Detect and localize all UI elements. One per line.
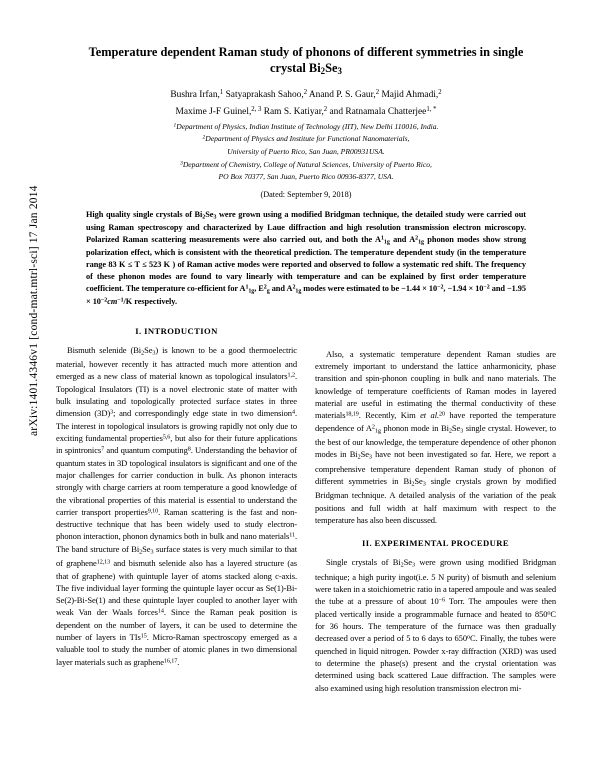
right-column-spacer: [315, 322, 556, 348]
paper-content: [56, 44, 556, 694]
intro-paragraph-2: Also, a systematic temperature dependent Raman studies are extremely important to understand the lattice anharmonicity, phase transition and spin-phonon coupling in bulk and nano materials. The knowledge of temperature coefficients of Raman modes in layered material are useful in estimating the thermal conductivity of these materials$^{18,19}$. Recently, Kim et al.$^{20}$ have reported the temperature dependence of $A^2_{1g}$ phonon mode in $Bi_2Se_3$ single crystal. However, to the best of our knowledge, the temperature dependence of other phonon modes in $Bi_2Se_3$ have not been investigated so far. Here, we report a comprehensive temperature dependent Raman study of phonon of different symmetries in $Bi_2Se_3$ single crystals grown by modified Bridgman technique. A detailed analysis of the variation of the peak positions and full width at half maximum with respect to the temperature has also been discussed.: [315, 348, 556, 526]
affiliation-2b: University of Puerto Rico, San Juan, PR00931USA.: [227, 146, 385, 156]
section-heading-experimental: II. EXPERIMENTAL PROCEDURE: [361, 538, 510, 549]
right-column: [315, 322, 556, 694]
section-heading-introduction: I. INTRODUCTION: [135, 325, 218, 336]
affiliation-2: $^2$Department of Physics and Institute for Functional Nanomaterials,: [202, 134, 410, 144]
experimental-paragraph-1: Single crystals of $Bi_2Se_3$ were grown using modified Bridgman technique; a high purity ingot(i.e. 5 N purity) of bismuth and selenium were taken in a stoichiometric ratio in a tapered ampoule and was sealed the tube at a pressure of about $10^{-6}$ Torr. The ampoules were then placed vertically inside a programmable furnace and heated to 850$^o$C for 36 hours. The temperature of the furnace was then gradually decreased over a period of 5 to 6 days to 650$^o$C. Finally, the tubes were quenched in liquid nitrogen. Powder x-ray diffraction (XRD) was used to determine the phase(s) present and the crystal orientation was determined using back scattered Laue diffraction. The samples were also examined using high resolution transmission electron mi-: [315, 557, 557, 693]
affiliation-3: $^3$Department of Chemistry, College of Natural Sciences, University of Puerto Rico,: [180, 159, 432, 169]
left-column: [56, 322, 297, 694]
affiliation-1: $^1$Department of Physics, Indian Institute of Technology (IIT), New Delhi 110016, India.: [173, 121, 439, 131]
author-line-1: Bushra Irfan,$^1$ Satyaprakash Sahoo,$^2$ Anand P. S. Gaur,$^2$ Majid Ahmadi,$^2$: [170, 89, 442, 101]
abstract: High quality single crystals of $Bi_2Se_3$ were grown using a modified Bridgman technique, the detailed study were carried out using Raman spectroscopy and characterized by Laue diffraction and high resolution transmission electron microscopy. Polarized Raman scattering measurements were also carried out, and both the $A^1_{1g}$ and $A^2_{1g}$ phonon modes show strong polarization effect, which is consistent with the theoretical prediction. The temperature dependent study (in the temperature range 83 K ≤ T ≤ 523 K ) of Raman active modes were reported and observed to follow a systematic red shift. The frequency of these phonon modes are found to vary linearly with temperature and can be explained by first order temperature coefficient. The temperature co-efficient for $A^1_{1g}$, $E^2_g$ and $A^2_{1g}$ modes were estimated to be $-1.44 \times 10^{-2}$, $-1.94 \times 10^{-2}$ and $-1.95 \times 10^{-2}cm^{-1}/K$ respectively.: [86, 209, 526, 306]
two-column-body: [56, 322, 556, 694]
paper-date: (Dated: September 9, 2018): [260, 189, 352, 199]
author-line-2: Maxime J-F Guinel,$^{2, 3}$ Ram S. Katiyar,$^2$ and Ratnamala Chatterjee$^{1, *}$: [175, 106, 437, 118]
arxiv-stamp: arXiv:1401.4346v1 [cond-mat.mtrl-sci] 17 Jan 2014: [28, 185, 40, 436]
page-title: Temperature dependent Raman study of phonons of different symmetries in single crystal $Bi_2Se_3$: [88, 45, 524, 77]
affiliation-3b: PO Box 70377, San Juan, Puerto Rico 00936-8377, USA.: [218, 172, 394, 182]
intro-paragraph-1: Bismuth selenide $(Bi_2Se_3)$ is known to be a good thermoelectric material, however recently it has attracted much more attention and emerged as a new class of material known as topological insulators$^{1,2}$. Topological Insulators (TI) is a novel electronic state of matter with bulk insulating and topologically protected surface states in three dimension $(3D)^3$; and correspondingly edge state in two dimension$^4$. The interest in topological insulators is growing rapidly not only due to exciting fundamental properties$^{5,6}$, but also for their future applications in spintronics$^7$ and quantum computing$^8$. Understanding the behavior of quantum states in 3D topological insulators is significant and one of the major challenges for carrier conduction in bulk. As phonon interacts strongly with charge carriers at room temperature a good knowledge of the vibrational properties of this material is essential to understand the carrier transport properties$^{9,10}$. Raman scattering is the fast and non-destructive technique that has been widely used to study electron-phonon interaction, phonon dynamics both in bulk and nano materials$^{11}$. The band structure of $Bi_2Se_3$ surface states is very much similar to that of graphene$^{12,13}$ and bismuth selenide also has a layered structure (as that of graphene) with quintuple layer of atoms stacked along c-axis. The five individual layer forming the quintuple layer occur as Se(1)-Bi-Se(2)-Bi-Se(1) and these quintuple layer coupled to another layer with weak Van der Waals forces$^{14}$. Since the Raman peak position is dependent on the number of layers, it can be used to determine the number of layers in TIs$^{15}$. Micro-Raman spectroscopy emerged as a valuable tool to study the number of atomic planes in two dimensional layer materials such as graphene$^{16,17}$.: [56, 344, 297, 667]
